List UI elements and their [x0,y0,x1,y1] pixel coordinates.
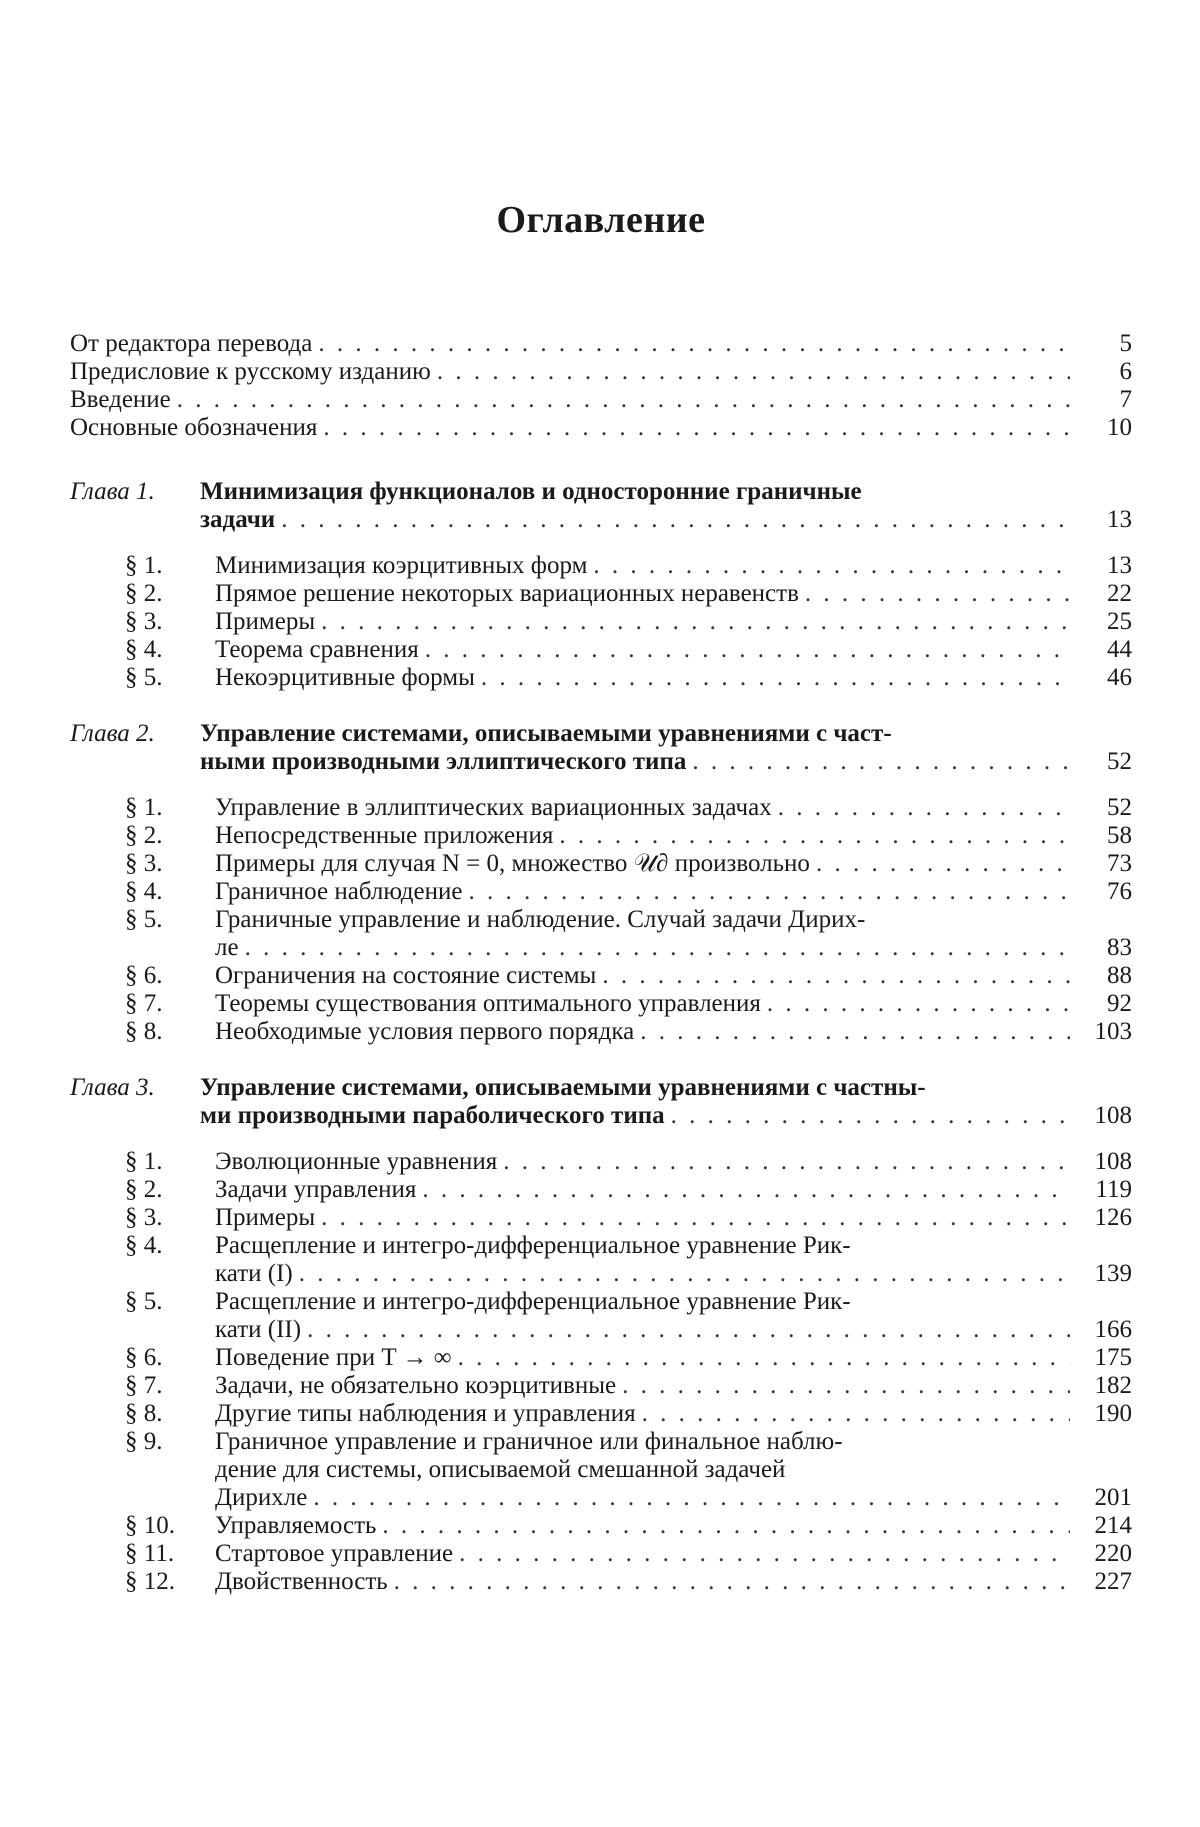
dot-leader [692,748,1070,776]
entry-title: Примеры [215,608,316,635]
entry-title-cont [70,1456,1132,1484]
dot-leader [281,506,1070,534]
chapters [70,478,1132,1596]
chapter-block [70,720,1132,1046]
chapter-heading [70,1074,1132,1102]
section-number: § 2. [125,822,163,849]
section-number: § 8. [125,1400,163,1427]
section-number: § 9. [125,1428,163,1455]
chapter-title-cont: задачи [200,506,276,533]
entry-title: Задачи, не обязательно коэрцитивные [215,1372,617,1399]
entry-title: Двойственность [215,1568,388,1595]
dot-leader [437,358,1070,386]
toc-entry [70,1288,1132,1316]
entry-title: Необходимые условия первого порядка [215,1018,635,1045]
entry-title: Эволюционные уравнения [215,1148,498,1175]
page-number: 13 [1107,552,1132,579]
section-number: § 7. [125,1372,163,1399]
dot-leader [593,552,1070,580]
table-of-contents [70,330,1132,1596]
page-number: 92 [1107,990,1132,1017]
page-number: 201 [1094,1484,1132,1511]
dot-leader [640,1018,1070,1046]
dot-leader [313,1484,1070,1512]
section-list [70,552,1132,692]
section-list [70,1148,1132,1596]
dot-leader [671,1102,1070,1130]
entry-title: Ограничения на состояние системы [215,962,597,989]
toc-page [70,0,1132,1827]
page-number: 175 [1094,1344,1132,1371]
page-number: 83 [1107,934,1132,961]
page-spacer [1076,1232,1132,1260]
chapter-title-cont: ными производными эллиптического типа [200,748,687,775]
section-number: § 6. [125,1344,163,1371]
page-number: 58 [1107,822,1132,849]
chapter-title: Минимизация функционалов и односторонние граничные [200,478,862,505]
section-number: § 1. [125,1148,163,1175]
section-number: § 3. [125,850,163,877]
entry-title: Граничные управление и наблюдение. Случай задачи Дирих- [215,906,866,933]
entry-title-cont [70,1260,1132,1288]
entry-title: Теорема сравнения [215,636,419,663]
chapter-heading [70,720,1132,748]
dot-leader [459,1540,1070,1568]
entry-title: кати (II) [215,1316,302,1343]
page-number: 52 [1107,748,1132,775]
entry-title: Дирихле [215,1484,308,1511]
entry-title: Прямое решение некоторых вариационных неравенств [215,580,799,607]
section-number: § 7. [125,990,163,1017]
page-number: 103 [1094,1018,1132,1045]
dot-leader [642,1400,1070,1428]
page-number: 25 [1107,608,1132,635]
page-number: 119 [1095,1176,1132,1203]
section-number: § 1. [125,794,163,821]
toc-entry [70,414,1132,442]
section-number: § 10. [125,1512,175,1539]
toc-entry [70,664,1132,692]
dot-leader [622,1372,1070,1400]
entry-title: Минимизация коэрцитивных форм [215,552,588,579]
toc-entry [70,608,1132,636]
entry-title: Поведение при T → ∞ [215,1344,452,1371]
section-number: § 2. [125,580,163,607]
entry-title: Примеры [215,1204,316,1231]
page-number: 220 [1094,1540,1132,1567]
entry-title-cont [70,1484,1132,1512]
page-number: 227 [1094,1568,1132,1595]
page-number: 7 [1119,386,1132,413]
dot-leader [245,934,1070,962]
entry-title: дение для системы, описываемой смешанной задачей [215,1456,786,1483]
entry-title: ле [215,934,239,961]
page-number: 44 [1107,636,1132,663]
section-number: § 1. [125,552,163,579]
page-spacer [1076,906,1132,934]
page-number: 5 [1119,330,1132,357]
entry-title: Другие типы наблюдения и управления [215,1400,636,1427]
page-title: Оглавление [496,199,706,241]
dot-leader [458,1344,1070,1372]
toc-entry [70,794,1132,822]
chapter-block [70,478,1132,692]
toc-entry [70,850,1132,878]
page-number: 22 [1107,580,1132,607]
page-number: 76 [1107,878,1132,905]
entry-title: Непосредственные приложения [215,822,554,849]
toc-entry [70,1540,1132,1568]
toc-entry [70,1568,1132,1596]
toc-entry [70,636,1132,664]
dot-leader [318,330,1070,358]
page-number: 182 [1094,1372,1132,1399]
dot-leader [425,636,1070,664]
dot-leader [321,608,1070,636]
entry-title: Стартовое управление [215,1540,454,1567]
toc-entry [70,962,1132,990]
section-number: § 5. [125,1288,163,1315]
dot-leader [816,850,1070,878]
dot-leader [177,386,1070,414]
chapter-title-cont: ми производными параболического типа [200,1102,665,1129]
toc-entry [70,1428,1132,1456]
toc-entry [70,1204,1132,1232]
toc-entry [70,330,1132,358]
front-matter [70,330,1132,442]
dot-leader [602,962,1070,990]
toc-entry [70,906,1132,934]
toc-entry [70,1372,1132,1400]
dot-leader [767,990,1070,1018]
page-number: 13 [1107,506,1132,533]
entry-title: Основные обозначения [70,414,318,441]
page-number: 139 [1094,1260,1132,1287]
dot-leader [323,414,1070,442]
page-number: 6 [1119,358,1132,385]
page-number: 52 [1107,794,1132,821]
entry-title: Управляемость [215,1512,377,1539]
dot-leader [503,1148,1070,1176]
entry-title: Теоремы существования оптимального управления [215,990,761,1017]
section-number: § 11. [125,1540,175,1567]
page-number: 126 [1094,1204,1132,1231]
page-number: 88 [1107,962,1132,989]
toc-entry [70,552,1132,580]
page-spacer [1076,1428,1132,1456]
dot-leader [321,1204,1070,1232]
section-list [70,794,1132,1046]
section-number: § 2. [125,1176,163,1203]
toc-entry [70,1400,1132,1428]
section-number: § 6. [125,962,163,989]
dot-leader [422,1176,1070,1204]
toc-entry [70,878,1132,906]
page-number: 108 [1094,1148,1132,1175]
entry-title: Граничное управление и граничное или финальное наблю- [215,1428,843,1455]
toc-entry [70,1018,1132,1046]
toc-entry [70,1512,1132,1540]
chapter-heading [70,478,1132,506]
page-spacer [1076,1288,1132,1316]
section-number: § 5. [125,906,163,933]
toc-entry [70,1344,1132,1372]
chapter-block [70,1074,1132,1596]
chapter-heading-cont [70,1102,1132,1130]
toc-entry [70,822,1132,850]
chapter-label: Глава 1. [70,478,155,505]
toc-entry [70,580,1132,608]
entry-title-cont [70,934,1132,962]
dot-leader [382,1512,1070,1540]
chapter-heading-cont [70,506,1132,534]
page-number: 214 [1094,1512,1132,1539]
toc-entry [70,990,1132,1018]
section-number: § 4. [125,1232,163,1259]
entry-title: Расщепление и интегро-дифференциальное уравнение Рик- [215,1288,851,1315]
toc-entry [70,1232,1132,1260]
dot-leader [805,580,1070,608]
entry-title: Расщепление и интегро-дифференциальное уравнение Рик- [215,1232,851,1259]
entry-title: Граничное наблюдение [215,878,463,905]
page-number: 108 [1094,1102,1132,1129]
section-number: § 5. [125,664,163,691]
entry-title-cont [70,1316,1132,1344]
chapter-title: Управление системами, описываемыми уравнениями с част- [200,720,892,747]
entry-title: Некоэрцитивные формы [215,664,475,691]
section-number: § 4. [125,878,163,905]
chapter-label: Глава 3. [70,1074,155,1101]
entry-title: От редактора перевода [70,330,313,357]
dot-leader [299,1260,1070,1288]
entry-title: Предисловие к русскому изданию [70,358,431,385]
toc-entry [70,1148,1132,1176]
entry-title: кати (I) [215,1260,293,1287]
chapter-title: Управление системами, описываемыми уравнениями с частны- [200,1074,926,1101]
page-number: 73 [1107,850,1132,877]
toc-entry [70,386,1132,414]
dot-leader [481,664,1070,692]
toc-entry [70,1176,1132,1204]
entry-title: Примеры для случая N = 0, множество 𝒰∂ произвольно [215,850,810,877]
dot-leader [468,878,1070,906]
entry-title: Управление в эллиптических вариационных задачах [215,794,772,821]
page-number: 190 [1094,1400,1132,1427]
dot-leader [559,822,1070,850]
page-number: 10 [1107,414,1132,441]
dot-leader [394,1568,1070,1596]
section-number: § 3. [125,1204,163,1231]
section-number: § 12. [125,1568,175,1595]
section-number: § 3. [125,608,163,635]
toc-entry [70,358,1132,386]
entry-title: Введение [70,386,171,413]
chapter-label: Глава 2. [70,720,155,747]
entry-title: Задачи управления [215,1176,417,1203]
page-number: 166 [1094,1316,1132,1343]
dot-leader [778,794,1070,822]
page-number: 46 [1107,664,1132,691]
chapter-heading-cont [70,748,1132,776]
section-number: § 8. [125,1018,163,1045]
dot-leader [307,1316,1070,1344]
section-number: § 4. [125,636,163,663]
